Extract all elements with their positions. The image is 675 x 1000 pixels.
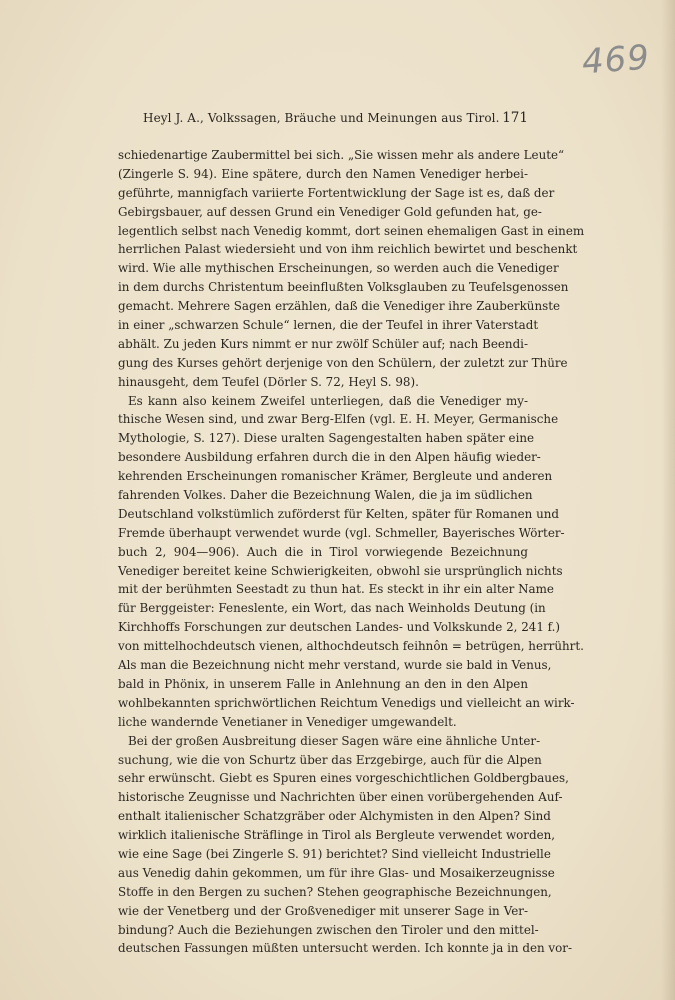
text-line: buch 2, 904—906). Auch die in Tirol vorwiegende Bezeichnung: [118, 544, 528, 559]
text-line: mit der berühmten Seestadt zu thun hat. Es steckt in ihr ein alter Name: [118, 582, 554, 597]
text-line: Mythologie, S. 127). Diese uralten Sagengestalten haben später eine: [118, 431, 535, 446]
text-line: für Berggeister: Feneslente, ein Wort, das nach Weinholds Deutung (in: [118, 601, 546, 616]
text-line: in dem durchs Christentum beeinflußten Volksglauben zu Teufelsgenossen: [118, 280, 569, 295]
text-line: kehrenden Erscheinungen romanischer Krämer, Bergleute und anderen: [118, 469, 553, 484]
handwritten-page-annotation: 469: [580, 37, 652, 83]
text-line: schiedenartige Zaubermittel bei sich. „Sie wissen mehr als andere Leute“: [118, 148, 565, 162]
page-edge-shadow: [661, 0, 675, 1000]
text-line: Fremde überhaupt verwendet wurde (vgl. Schmeller, Bayerisches Wörter-: [118, 525, 565, 540]
text-line: wie eine Sage (bei Zingerle S. 91) berichtet? Sind vielleicht Industrielle: [118, 846, 551, 861]
text-line: gung des Kurses gehört derjenige von den Schülern, der zuletzt zur Thüre: [118, 355, 568, 370]
text-line: liche wandernde Venetianer in Venediger umgewandelt.: [118, 714, 457, 729]
text-line: Als man die Bezeichnung nicht mehr verstand, wurde sie bald in Venus,: [118, 658, 552, 673]
text-line: (Zingerle S. 94). Eine spätere, durch den Namen Venediger herbei-: [118, 166, 528, 181]
text-line: herrlichen Palast wiedersieht und von ihm reichlich bewirtet und beschenkt: [118, 242, 578, 257]
text-line: suchung, wie die von Schurtz über das Erzgebirge, auch für die Alpen: [118, 752, 542, 767]
text-line: abhält. Zu jeden Kurs nimmt er nur zwölf Schüler auf; nach Beendi-: [118, 336, 528, 351]
text-line: Es kann also keinem Zweifel unterliegen, daß die Venediger my-: [128, 393, 528, 408]
text-line: thische Wesen sind, und zwar Berg-Elfen (vgl. E. H. Meyer, Germanische: [118, 412, 559, 427]
text-line: geführte, mannigfach variierte Fortentwicklung der Sage ist es, daß der: [118, 185, 555, 200]
text-line: Venediger bereitet keine Schwierigkeiten, obwohl sie ursprünglich nichts: [118, 563, 563, 578]
text-line: wirklich italienische Sträflinge in Tirol als Bergleute verwendet worden,: [118, 828, 556, 843]
text-line: gemacht. Mehrere Sagen erzählen, daß die Venediger ihre Zauberkünste: [118, 299, 561, 314]
text-line: bindung? Auch die Beziehungen zwischen den Tiroler und den mittel-: [118, 922, 539, 937]
text-line: von mittelhochdeutsch vienen, althochdeutsch feihnôn = betrügen, herrührt.: [118, 639, 584, 654]
text-line: enthalt italienischer Schatzgräber oder Alchymisten in den Alpen? Sind: [118, 809, 551, 824]
running-title: Heyl J. A., Volkssagen, Bräuche und Meinungen aus Tirol.: [143, 111, 500, 125]
page-number: 171: [502, 110, 528, 126]
text-line: bald in Phönix, in unserem Falle in Anlehnung an den in den Alpen: [118, 676, 528, 691]
text-line: in einer „schwarzen Schule“ lernen, die der Teufel in ihrer Vaterstadt: [118, 318, 539, 333]
text-line: wohlbekannten sprichwörtlichen Reichtum Venedigs und vielleicht an wirk-: [118, 695, 575, 710]
text-line: historische Zeugnisse und Nachrichten über einen vorübergehenden Auf-: [118, 790, 563, 805]
text-line: deutschen Fassungen müßten untersucht werden. Ich konnte ja in den vor-: [118, 941, 572, 956]
body-text: [118, 146, 585, 958]
running-header: [143, 108, 528, 128]
text-line: legentlich selbst nach Venedig kommt, dort seinen ehemaligen Gast in einem: [118, 223, 585, 238]
text-line: hinausgeht, dem Teufel (Dörler S. 72, Heyl S. 98).: [118, 374, 419, 389]
text-line: Kirchhoffs Forschungen zur deutschen Landes- und Volkskunde 2, 241 f.): [118, 620, 561, 635]
text-line: wird. Wie alle mythischen Erscheinungen, so werden auch die Venediger: [118, 261, 559, 276]
text-line: Bei der großen Ausbreitung dieser Sagen wäre eine ähnliche Unter-: [128, 733, 541, 748]
text-line: Gebirgsbauer, auf dessen Grund ein Venediger Gold gefunden hat, ge-: [118, 204, 542, 219]
text-line: fahrenden Volkes. Daher die Bezeichnung Walen, die ja im südlichen: [118, 488, 533, 503]
text-line: Deutschland volkstümlich zuförderst für Kelten, später für Romanen und: [118, 506, 560, 521]
text-line: sehr erwünscht. Giebt es Spuren eines vorgeschichtlichen Goldbergbaues,: [118, 771, 569, 786]
text-line: besondere Ausbildung erfahren durch die in den Alpen häufig wieder-: [118, 450, 541, 465]
text-line: Stoffe in den Bergen zu suchen? Stehen geographische Bezeichnungen,: [118, 884, 552, 899]
text-line: aus Venedig dahin gekommen, um für ihre Glas- und Mosaikerzeugnisse: [118, 865, 555, 880]
text-line: wie der Venetberg und der Großvenediger mit unserer Sage in Ver-: [118, 903, 528, 918]
